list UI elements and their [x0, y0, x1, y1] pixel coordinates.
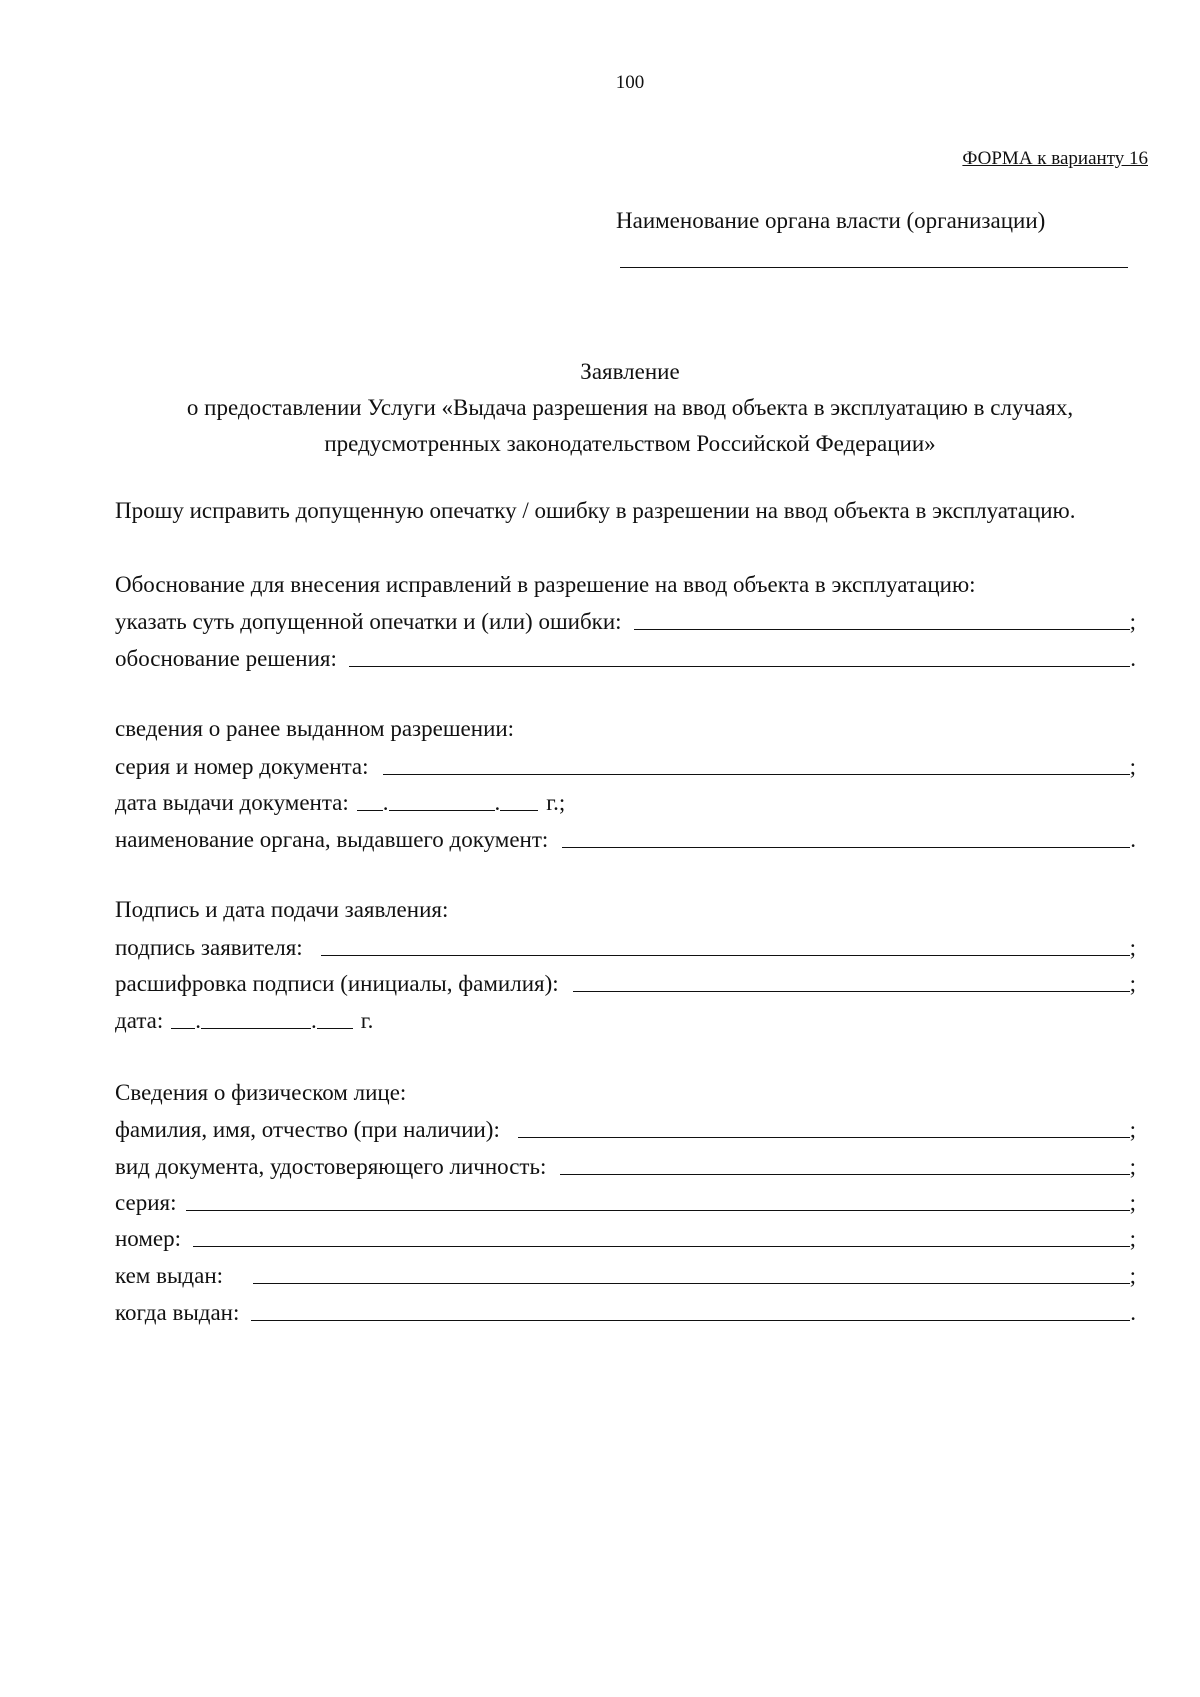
person-fio-row [115, 1113, 1136, 1143]
permit-issuer-label: наименование органа, выдавшего документ: [115, 827, 549, 852]
person-series-label: серия: [115, 1190, 177, 1215]
decision-end: . [1130, 646, 1136, 671]
person-number-field[interactable] [193, 1246, 1130, 1247]
permit-series-end: ; [1129, 754, 1136, 779]
signature-heading: Подпись и дата подачи заявления: [115, 897, 449, 922]
justification-heading: Обоснование для внесения исправлений в разрешение на ввод объекта в эксплуатацию: [115, 572, 976, 597]
form-tag: ФОРМА к варианту 16 [962, 148, 1148, 169]
signature-date-label: дата: [115, 1008, 164, 1033]
person-issued-by-row [115, 1259, 1136, 1289]
transcript-label: расшифровка подписи (инициалы, фамилия): [115, 971, 559, 996]
person-number-end: ; [1129, 1226, 1136, 1251]
person-doc-type-field[interactable] [560, 1174, 1129, 1175]
transcript-end: ; [1129, 971, 1136, 996]
transcript-row [115, 967, 1136, 997]
signature-field[interactable] [321, 955, 1130, 956]
person-issued-by-field[interactable] [253, 1283, 1130, 1284]
signature-date-suffix: г. [360, 1008, 374, 1033]
permit-date-day-field[interactable] [357, 809, 383, 811]
essence-label: указать суть допущенной опечатки и (или) ошибки: [115, 609, 622, 634]
permit-date-year-field[interactable] [500, 809, 538, 811]
person-issued-by-label: кем выдан: [115, 1263, 224, 1288]
date-separator: . [494, 790, 501, 815]
person-issued-when-label: когда выдан: [115, 1300, 240, 1325]
permit-issuer-row [115, 823, 1136, 853]
person-series-field[interactable] [186, 1210, 1129, 1211]
person-series-row [115, 1186, 1136, 1216]
permit-issuer-end: . [1130, 827, 1136, 852]
previous-permit-heading: сведения о ранее выданном разрешении: [115, 716, 515, 741]
person-issued-when-row [115, 1296, 1136, 1326]
essence-end: ; [1129, 609, 1136, 634]
title-line-1: Заявление [580, 359, 680, 384]
decision-label: обоснование решения: [115, 646, 337, 671]
person-number-row [115, 1222, 1136, 1252]
title-line-3: предусмотренных законодательством Российской Федерации» [324, 431, 936, 456]
signature-row [115, 931, 1136, 961]
permit-date-row [115, 786, 565, 816]
person-doc-type-row [115, 1150, 1136, 1180]
person-fio-field[interactable] [518, 1137, 1130, 1138]
person-doc-type-label: вид документа, удостоверяющего личность: [115, 1154, 547, 1179]
permit-series-label: серия и номер документа: [115, 754, 369, 779]
title-line-2: о предоставлении Услуги «Выдача разрешения на ввод объекта в эксплуатацию в случаях, [186, 395, 1074, 420]
date-separator: . [195, 1008, 201, 1033]
permit-date-label: дата выдачи документа: [115, 790, 349, 815]
person-number-label: номер: [115, 1226, 182, 1251]
signature-date-month-field[interactable] [201, 1027, 311, 1029]
signature-date-year-field[interactable] [317, 1027, 353, 1029]
person-issued-by-end: ; [1129, 1263, 1136, 1288]
permit-issuer-field[interactable] [562, 847, 1130, 848]
person-issued-when-end: . [1130, 1300, 1136, 1325]
permit-series-row [115, 750, 1136, 780]
person-doc-type-end: ; [1129, 1154, 1136, 1179]
decision-field[interactable] [349, 666, 1130, 667]
signature-date-row [115, 1004, 373, 1034]
decision-row [115, 642, 1136, 672]
date-separator: . [382, 790, 389, 815]
page-number: 100 [615, 72, 645, 93]
permit-date-suffix: г.; [546, 790, 566, 815]
transcript-field[interactable] [573, 991, 1130, 992]
person-issued-when-field[interactable] [251, 1320, 1130, 1321]
signature-label: подпись заявителя: [115, 935, 303, 960]
person-heading: Сведения о физическом лице: [115, 1080, 407, 1105]
authority-label: Наименование органа власти (организации) [616, 208, 1046, 233]
person-fio-end: ; [1129, 1117, 1136, 1142]
permit-series-field[interactable] [383, 774, 1130, 775]
signature-end: ; [1129, 935, 1136, 960]
signature-date-day-field[interactable] [171, 1027, 195, 1029]
authority-field[interactable] [620, 267, 1128, 268]
person-series-end: ; [1129, 1190, 1136, 1215]
essence-field[interactable] [634, 629, 1130, 630]
essence-row [115, 605, 1136, 635]
permit-date-month-field[interactable] [389, 809, 495, 811]
document-title [0, 354, 1200, 462]
date-separator: . [311, 1008, 317, 1033]
request-text: Прошу исправить допущенную опечатку / ошибку в разрешении на ввод объекта в эксплуатацию. [115, 498, 1076, 523]
person-fio-label: фамилия, имя, отчество (при наличии): [115, 1117, 500, 1142]
